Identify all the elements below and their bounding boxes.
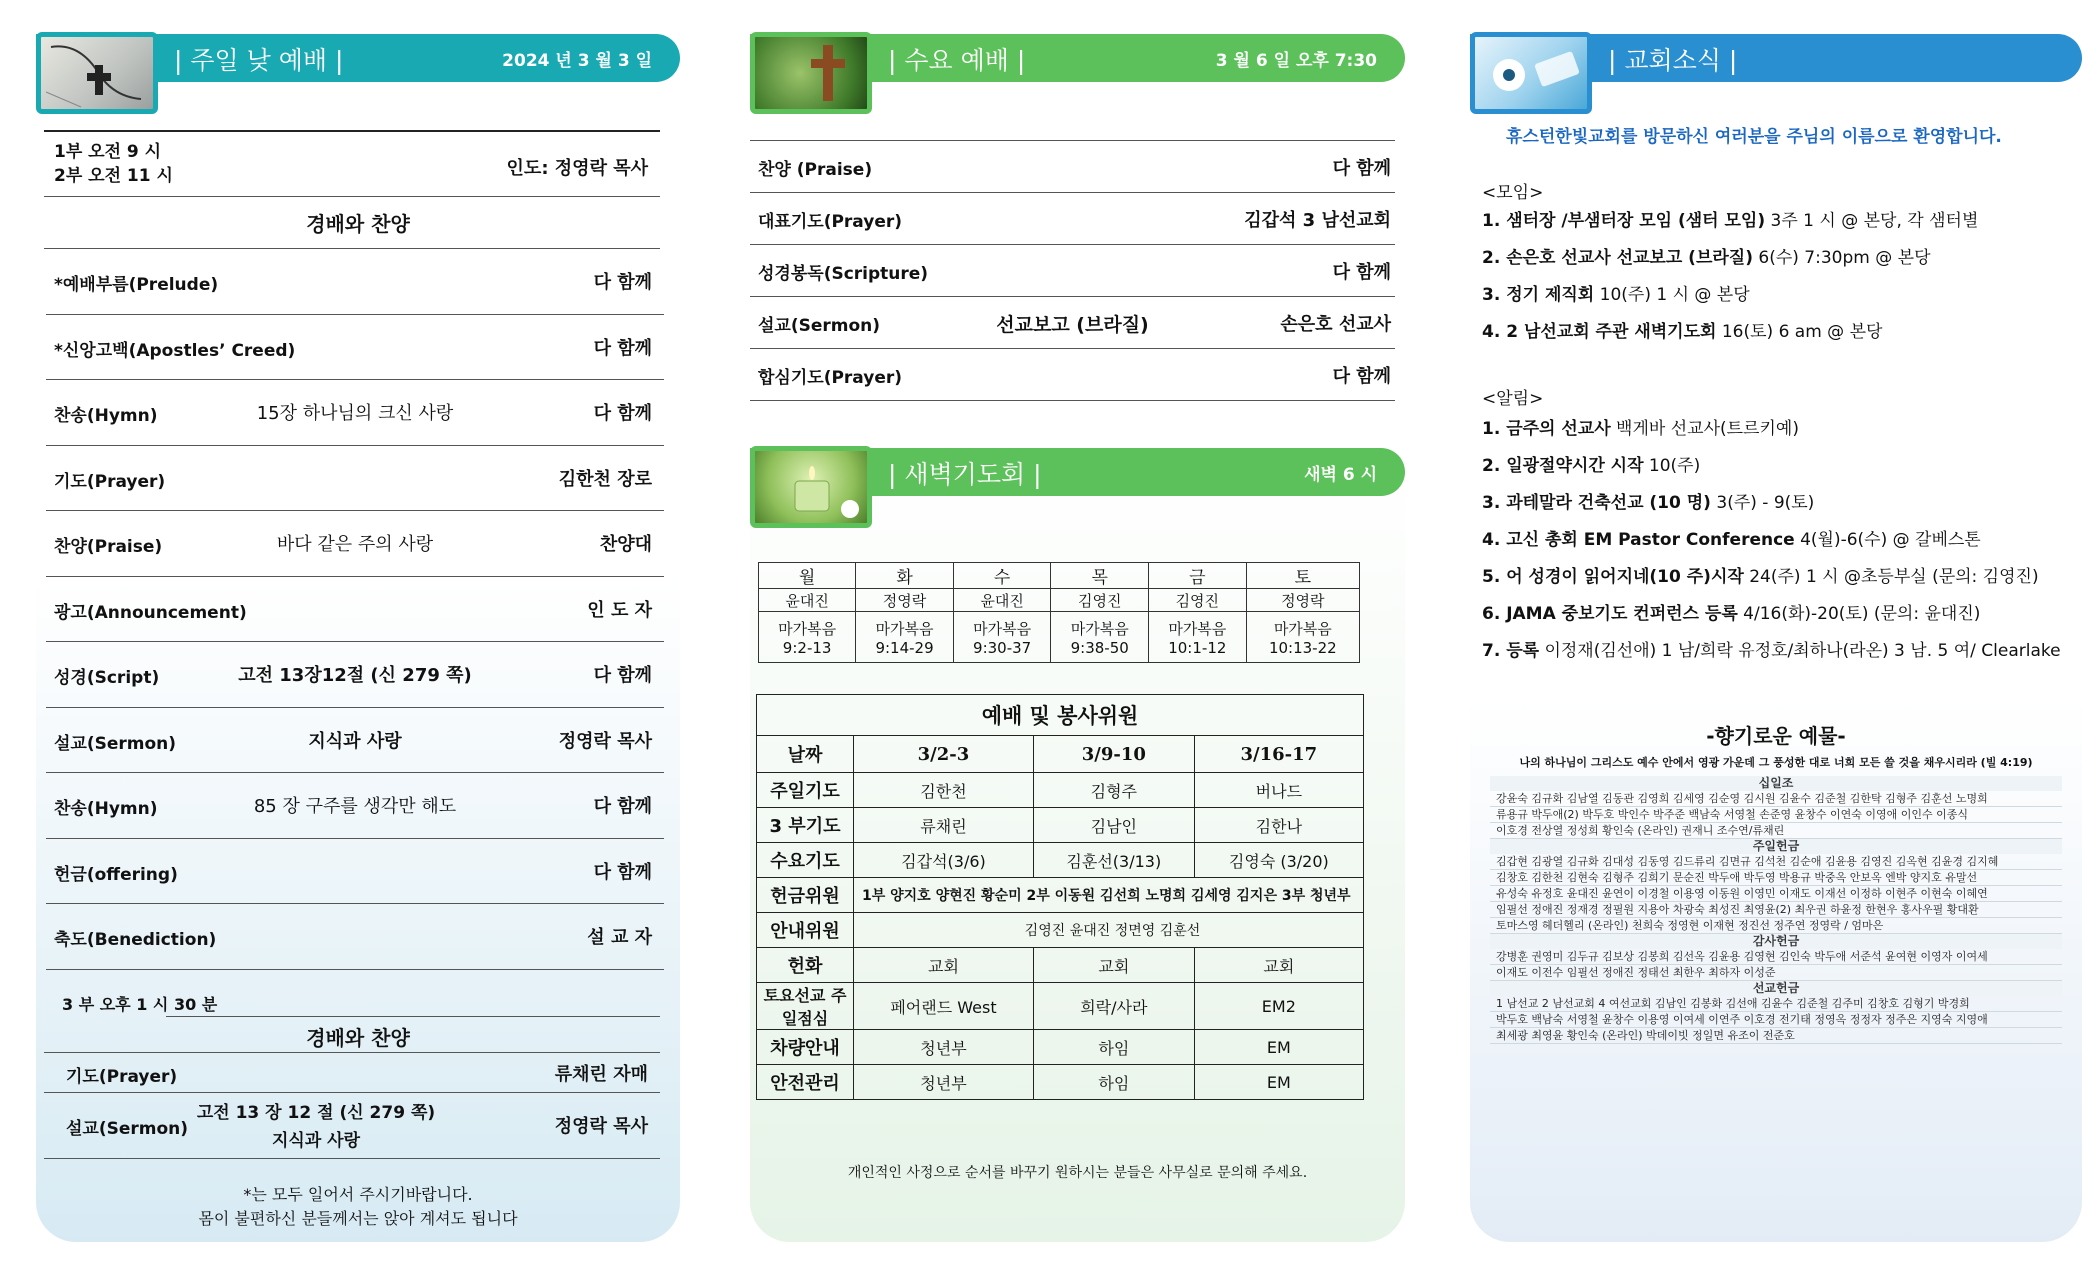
offering-names-line: 최세광 최영윤 황인숙 (온라인) 박데이빗 정일면 유조이 전준호 — [1490, 1028, 2062, 1044]
row-right: 인 도 자 — [587, 599, 652, 621]
service-row — [757, 1065, 1364, 1100]
notice-item — [1482, 488, 1814, 513]
candle-photo — [750, 446, 872, 528]
order-row — [750, 192, 1395, 245]
offering-names-line: 이호경 전상열 정성희 황인숙 (온라인) 권재니 조수연/류채린 — [1490, 823, 2062, 839]
leader-cell: 윤대진 — [953, 589, 1051, 612]
notice-title: 2. 일광절약시간 시작 — [1482, 456, 1644, 476]
order-row — [750, 348, 1395, 401]
meeting-title: 1. 샘터장 /부샘터장 모임 (샘터 모임) — [1482, 211, 1766, 231]
notice-item — [1482, 562, 2039, 587]
notices-heading: <알림> — [1482, 389, 1544, 409]
news-panel — [1470, 34, 2082, 1242]
sunday-date: 2024 년 3 월 3 일 — [502, 51, 652, 71]
row-middle: 바다 같은 주의 사랑 — [276, 534, 434, 555]
day-cell: 금 — [1149, 563, 1247, 589]
service-cell: 버나드 — [1194, 773, 1363, 808]
dawn-schedule-table — [758, 562, 1360, 663]
leader-cell: 윤대진 — [759, 589, 856, 612]
offering-list — [1490, 776, 2062, 1044]
offering-names-line: 강병훈 권영미 김두규 김보상 김봉희 김선옥 김윤용 김영현 김인숙 박두애 서준석 윤여현 이영자 이여세 — [1490, 949, 2062, 965]
meeting-title: 4. 2 남선교회 주관 새벽기도회 — [1482, 322, 1717, 342]
service-row — [757, 843, 1364, 878]
verse: 9:14-29 — [875, 638, 934, 657]
row-label: 찬송(Hymn) — [54, 406, 158, 426]
service-row — [757, 983, 1364, 1030]
rule — [44, 1158, 660, 1159]
meeting-item — [1482, 317, 1882, 342]
sunday-times — [54, 140, 173, 188]
service-header-row — [757, 736, 1364, 773]
passage-cell — [856, 612, 954, 663]
service-cell: 김남인 — [1033, 808, 1194, 843]
notice-detail: 3(주) - 9(토) — [1710, 493, 1815, 513]
row-label: 성경봉독(Scripture) — [758, 264, 929, 284]
dawn-time: 새벽 6 시 — [1304, 465, 1377, 485]
offering-names-line: 이재도 이전수 임필선 정애진 정태선 최한우 최하자 이성준 — [1490, 965, 2062, 981]
dawn-days-row — [759, 563, 1360, 589]
service-cell: 희락/사라 — [1033, 983, 1194, 1030]
order-row — [46, 510, 664, 577]
row-right: 다 함께 — [1332, 158, 1391, 179]
verse: 10:13-22 — [1268, 638, 1337, 657]
row-right: 다 함께 — [593, 796, 652, 817]
row-right: 다 함께 — [593, 665, 652, 686]
row-label: 설교(Sermon) — [758, 316, 881, 336]
book: 마가복음 — [875, 619, 934, 638]
service-row — [757, 808, 1364, 843]
notice-title: 5. 어 성경이 읽어지네(10 주)시작 — [1482, 567, 1744, 587]
notice-detail: 4/16(화)-20(토) (문의: 윤대진) — [1737, 604, 1981, 624]
row-label: 설교(Sermon) — [54, 733, 177, 754]
service-row — [757, 773, 1364, 808]
service-cell: 김한나 — [1194, 808, 1363, 843]
service-cell: 청년부 — [854, 1030, 1034, 1065]
row-right: 류채린 자매 — [554, 1064, 648, 1085]
row-middle: 15장 하나님의 크신 사랑 — [256, 403, 454, 424]
book: 마가복음 — [973, 619, 1032, 638]
passage-cell — [1246, 612, 1359, 663]
offering-names-line: 박두호 백남숙 서영철 윤창수 이용영 이여세 이연주 이호경 전기태 정영옥 정정자 정주은 지영숙 지영애 — [1490, 1012, 2062, 1028]
service-header-cell: 3/9-10 — [1033, 736, 1194, 773]
service-header-cell: 날짜 — [757, 736, 854, 773]
offering-names-line: 유성숙 유정호 윤대진 윤연이 이경철 이용영 이동원 이영민 이재도 이재선 이정하 이현주 이현숙 이혜연 — [1490, 886, 2062, 902]
leader-cell: 정영락 — [856, 589, 954, 612]
book: 마가복음 — [1168, 619, 1227, 638]
service-role: 토요선교 주일점심 — [757, 983, 854, 1030]
service-cell: 김영숙 (3/20) — [1194, 843, 1363, 878]
row-label: 합심기도(Prayer) — [758, 368, 903, 388]
meeting-detail: 16(토) 6 am @ 본당 — [1716, 322, 1883, 342]
notice-item — [1482, 636, 2061, 661]
day-cell: 수 — [953, 563, 1051, 589]
row-middle: 지식과 사랑 — [308, 730, 402, 752]
service-role: 3 부기도 — [757, 808, 854, 843]
meeting-title: 3. 정기 제직회 — [1482, 285, 1595, 305]
row-right: 정영락 목사 — [558, 730, 652, 752]
row-label: 찬송(Hymn) — [54, 799, 158, 819]
row-label: 기도(Prayer) — [66, 1067, 178, 1087]
row-right: 다 함께 — [1332, 262, 1391, 283]
order-row — [46, 707, 664, 774]
notice-title: 4. 고신 총회 EM Pastor Conference — [1482, 530, 1795, 550]
day-cell: 월 — [759, 563, 856, 589]
meeting-item — [1482, 280, 1750, 305]
row-right: 다 함께 — [1332, 366, 1391, 387]
offering-section-title: 주일헌금 — [1490, 839, 2062, 854]
row-right: 다 함께 — [593, 403, 652, 424]
notice-item — [1482, 599, 1980, 624]
notice-detail: 이정재(김선애) 1 남/희락 유정호/최하나(라온) 3 남. 5 여/ Clearlake — [1539, 641, 2061, 661]
order-row — [46, 248, 664, 315]
standing-note: *는 모두 일어서 주시기바랍니다. — [243, 1185, 473, 1204]
passage-cell — [1149, 612, 1247, 663]
dawn-title: | 새벽기도회 | — [888, 460, 1042, 489]
notice-title: 7. 등록 — [1482, 641, 1540, 661]
order-row — [46, 379, 664, 446]
service-cell: 페어랜드 West — [854, 983, 1034, 1030]
passage-cell — [759, 612, 856, 663]
seated-note: 몸이 불편하신 분들께서는 앉아 계셔도 됩니다 — [198, 1209, 518, 1228]
service-role: 수요기도 — [757, 843, 854, 878]
row-label: 찬양 (Praise) — [758, 160, 873, 180]
verse: 10:1-12 — [1168, 638, 1227, 657]
candle-icon — [755, 451, 867, 523]
order-row — [46, 903, 664, 970]
notice-detail: 10(주) — [1643, 456, 1701, 476]
leader-cell: 정영락 — [1246, 589, 1359, 612]
wednesday-date: 3 월 6 일 오후 7:30 — [1215, 51, 1377, 71]
service-title-row — [757, 695, 1364, 736]
row-right: 찬양대 — [599, 534, 652, 555]
service-cell: 김갑석(3/6) — [854, 843, 1034, 878]
cross-necklace-icon — [41, 37, 153, 109]
meetings-heading: <모임> — [1482, 183, 1544, 203]
third-section-title: 경배와 찬양 — [306, 1026, 410, 1050]
sunday-title: | 주일 낮 예배 | — [174, 46, 344, 75]
rule — [44, 196, 660, 197]
row-right: 다 함께 — [593, 272, 652, 293]
service-cell: 교회 — [854, 948, 1034, 983]
service-role: 안내위원 — [757, 913, 854, 948]
service-cell: 하임 — [1033, 1030, 1194, 1065]
meeting-item — [1482, 206, 1978, 231]
notice-item — [1482, 414, 1799, 439]
order-row — [750, 140, 1395, 193]
service-cell: EM — [1194, 1030, 1363, 1065]
offering-section-title: 십일조 — [1490, 776, 2062, 791]
dawn-leaders-row — [759, 589, 1360, 612]
book: 마가복음 — [1070, 619, 1129, 638]
service-span-cell: 김영진 윤대진 정면영 김훈선 — [854, 913, 1364, 948]
meeting-detail: 6(수) 7:30pm @ 본당 — [1753, 248, 1931, 268]
dawn-passages-row — [759, 612, 1360, 663]
service-row — [757, 878, 1364, 913]
meeting-title: 2. 손은호 선교사 선교보고 (브라질) — [1482, 248, 1753, 268]
meeting-detail: 3주 1 시 @ 본당, 각 샘터별 — [1765, 211, 1979, 231]
offering-names-line: 김창호 김한천 김현숙 김형주 김희기 문순진 박두애 박두영 박용규 박중옥 안보옥 엔박 양지호 유말선 — [1490, 870, 2062, 886]
order-row — [46, 772, 664, 839]
sunday-top-rule — [44, 130, 660, 132]
service-cell: 교회 — [1033, 948, 1194, 983]
flower-photo — [1470, 32, 1592, 114]
service-header-cell: 3/16-17 — [1194, 736, 1363, 773]
order-row — [46, 576, 664, 643]
service-cell: 김훈선(3/13) — [1033, 843, 1194, 878]
verse: 9:38-50 — [1070, 638, 1129, 657]
offering-names-line: 김갑현 김광열 김규화 김대성 김동영 김드류리 김면규 김석천 김순애 김윤용 김영진 김옥현 김윤경 김지혜 — [1490, 854, 2062, 870]
row-label: 성경(Script) — [54, 668, 160, 688]
service-role: 차량안내 — [757, 1030, 854, 1065]
service-cell: 김한천 — [854, 773, 1034, 808]
row-middle: 85 장 구주를 생각만 해도 — [253, 796, 457, 817]
service-cell: EM2 — [1194, 983, 1363, 1030]
service-role: 주일기도 — [757, 773, 854, 808]
row-right: 손은호 선교사 — [1280, 314, 1391, 335]
sermon-title: 지식과 사랑 — [271, 1131, 361, 1151]
service-table — [756, 694, 1364, 1100]
service-role: 헌금위원 — [757, 878, 854, 913]
service-row — [757, 948, 1364, 983]
service-cell: EM — [1194, 1065, 1363, 1100]
book: 마가복음 — [778, 619, 837, 638]
service-role: 안전관리 — [757, 1065, 854, 1100]
passage-cell — [1051, 612, 1149, 663]
service-note: 개인적인 사정으로 순서를 바꾸기 원하시는 분들은 사무실로 문의해 주세요. — [847, 1165, 1308, 1181]
notice-item — [1482, 451, 1700, 476]
offering-names-line: 토마스영 헤더헬리 (온라인) 천희숙 정영현 이재현 정진선 정주연 정영락 / 엄마은 — [1490, 918, 2062, 934]
notice-item — [1482, 525, 1981, 550]
notice-title: 6. JAMA 중보기도 컨퍼런스 등록 — [1482, 604, 1738, 624]
offering-names-line: 임필선 정애진 정재경 정필원 지용아 차광숙 최성진 최영윤(2) 최우권 하윤정 한현우 홍사우필 황대환 — [1490, 902, 2062, 918]
service-row — [757, 1030, 1364, 1065]
notice-detail: 24(주) 1 시 @초등부실 (문의: 김영진) — [1743, 567, 2039, 587]
flower-icon — [1475, 37, 1587, 109]
service-span-cell: 1부 양지호 양현진 황순미 2부 이동원 김선희 노명희 김세영 김지은 3부 청년부 — [854, 878, 1364, 913]
cross-photo — [750, 32, 872, 114]
row-label: *신앙고백(Apostles’ Creed) — [54, 340, 296, 361]
verse: 9:30-37 — [973, 638, 1032, 657]
service-cell: 하임 — [1033, 1065, 1194, 1100]
third-prayer-row — [36, 1052, 680, 1092]
offering-section-title: 감사헌금 — [1490, 934, 2062, 949]
meeting-item — [1482, 243, 1931, 268]
row-middle: 고전 13장12절 (신 279 쪽) — [238, 665, 472, 686]
sunday-panel — [36, 34, 680, 1242]
wooden-cross-icon — [755, 37, 867, 109]
offering-section-title: 선교헌금 — [1490, 981, 2062, 996]
row-right: 정영락 목사 — [554, 1116, 648, 1137]
passage-cell — [953, 612, 1051, 663]
row-label: 기도(Prayer) — [54, 471, 166, 492]
order-row — [750, 244, 1395, 297]
order-row — [46, 641, 664, 708]
day-cell: 화 — [856, 563, 954, 589]
row-label: 광고(Announcement) — [54, 602, 247, 623]
meeting-detail: 10(주) 1 시 @ 본당 — [1594, 285, 1750, 305]
book: 마가복음 — [1273, 619, 1332, 638]
offering-title: -향기로운 예물- — [1706, 724, 1846, 748]
service-cell: 김형주 — [1033, 773, 1194, 808]
verse: 9:2-13 — [782, 638, 832, 657]
offering-names-line: 류용규 박두애(2) 박두호 박인수 박주준 백남숙 서영철 손준영 윤창수 이연숙 이영애 이인수 이종식 — [1490, 807, 2062, 823]
row-label: 헌금(offering) — [54, 864, 178, 885]
welcome-message: 휴스턴한빛교회를 방문하신 여러분을 주님의 이름으로 환영합니다. — [1506, 127, 2002, 147]
sunday-leader: 인도: 정영락 목사 — [506, 158, 648, 179]
rule — [166, 1016, 660, 1017]
notice-detail: 4(월)-6(수) @ 갈베스톤 — [1794, 530, 1981, 550]
notice-detail: 백게바 선교사(트르키예) — [1610, 419, 1799, 439]
notice-title: 1. 금주의 선교사 — [1482, 419, 1611, 439]
time-1: 1부 오전 9 시 — [54, 142, 162, 162]
service-row — [757, 913, 1364, 948]
leader-cell: 김영진 — [1051, 589, 1149, 612]
offering-names-line: 1 남선교 2 남선교회 4 여선교회 김남인 김봉화 김선애 김윤수 김준철 김주미 김창호 김형기 박경희 — [1490, 996, 2062, 1012]
leader-cell: 김영진 — [1149, 589, 1247, 612]
sermon-passage: 고전 13 장 12 절 (신 279 쪽) — [196, 1103, 436, 1123]
order-row — [46, 445, 664, 512]
row-middle: 선교보고 (브라질) — [996, 314, 1149, 336]
row-label: 축도(Benediction) — [54, 930, 217, 950]
notice-title: 3. 과테말라 건축선교 (10 명) — [1482, 493, 1711, 513]
order-row — [46, 838, 664, 905]
service-cell: 교회 — [1194, 948, 1363, 983]
wednesday-panel — [750, 34, 1405, 1242]
news-title: | 교회소식 | — [1608, 46, 1738, 75]
bible-photo — [36, 32, 158, 114]
offering-verse: 나의 하나님이 그리스도 예수 안에서 영광 가운데 그 풍성한 대로 너희 모든 쓸 것을 채우시리라 (빌 4:19) — [1519, 756, 2033, 769]
third-sermon-row — [36, 1092, 680, 1158]
row-right: 다 함께 — [593, 337, 652, 359]
row-right: 김갑석 3 남선교회 — [1244, 210, 1391, 231]
service-cell: 류채린 — [854, 808, 1034, 843]
row-label: 찬양(Praise) — [54, 537, 163, 557]
row-right: 다 함께 — [593, 861, 652, 883]
order-row — [46, 314, 664, 381]
row-right: 설 교 자 — [587, 927, 652, 948]
time-2: 2부 오전 11 시 — [54, 166, 173, 186]
row-label: 대표기도(Prayer) — [758, 212, 903, 232]
row-label: *예배부름(Prelude) — [54, 275, 219, 295]
service-role: 헌화 — [757, 948, 854, 983]
service-title: 예배 및 봉사위원 — [757, 695, 1364, 736]
row-right: 김한천 장로 — [558, 468, 652, 490]
third-service-time: 3 부 오후 1 시 30 분 — [62, 995, 218, 1014]
day-cell: 목 — [1051, 563, 1149, 589]
offering-names-line: 강윤숙 김규화 김남열 김동관 김영희 김세영 김순영 김시원 김윤수 김준철 김한탁 김형주 김훈선 노명희 — [1490, 791, 2062, 807]
service-header-cell: 3/2-3 — [854, 736, 1034, 773]
day-cell: 토 — [1246, 563, 1359, 589]
section-title: 경배와 찬양 — [306, 212, 410, 236]
wednesday-title: | 수요 예배 | — [888, 46, 1026, 75]
service-cell: 청년부 — [854, 1065, 1034, 1100]
order-row — [750, 296, 1395, 349]
row-label: 설교(Sermon) — [66, 1119, 189, 1139]
